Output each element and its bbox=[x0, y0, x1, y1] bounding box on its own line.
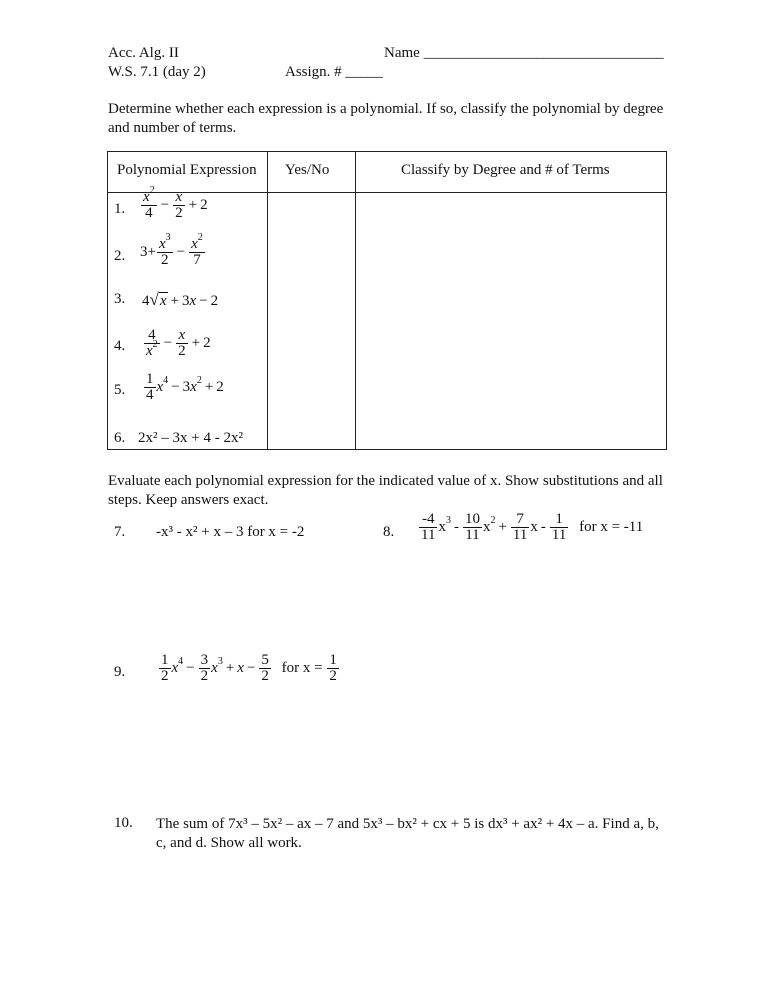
part2-instructions: Evaluate each polynomial expression for the indicated value of x. Show substitutions and all steps. Keep answers exact. bbox=[108, 473, 663, 508]
row-number-1: 1. bbox=[114, 201, 126, 217]
question-7-expression: -x³ - x² + x – 3 for x = -2 bbox=[156, 524, 305, 540]
worksheet-title: W.S. 7.1 (day 2) bbox=[108, 64, 206, 80]
question-9-value: for x = bbox=[281, 659, 323, 676]
assignment-field: Assign. # _____ bbox=[285, 64, 383, 80]
question-10-number: 10. bbox=[114, 815, 133, 831]
question-10-text: The sum of 7x³ – 5x² – ax – 7 and 5x³ – bx² + cx + 5 is dx³ + ax² + 4x – a. Find a, b, c, and d. Show all work. bbox=[156, 816, 659, 851]
row-number-2: 2. bbox=[114, 248, 126, 264]
row-number-6: 6. bbox=[114, 430, 126, 446]
name-field: Name ________________________________ bbox=[384, 45, 664, 61]
expression-2: 3+ $\frac{x^3}{2}$ − $\frac{x^2}{7}$ bbox=[140, 232, 203, 268]
question-8-value: for x = -11 bbox=[579, 518, 644, 535]
course-title: Acc. Alg. II bbox=[108, 45, 179, 61]
column-header-yesno: Yes/No bbox=[285, 162, 330, 178]
column-header-classify: Classify by Degree and # of Terms bbox=[401, 162, 610, 178]
column-header-expression: Polynomial Expression bbox=[117, 162, 257, 178]
part1-instructions: Determine whether each expression is a polynomial. If so, classify the polynomial by degree and number of terms. bbox=[108, 101, 664, 136]
row-number-4: 4. bbox=[114, 338, 126, 354]
expression-6: 2x² – 3x + 4 - 2x² bbox=[138, 430, 243, 446]
row-number-5: 5. bbox=[114, 382, 126, 398]
question-9-expression: $\frac{1}{2}$ $x^4$ − $\frac{3}{2}$ $x^3 + x$ − $\frac{5}{2}$ for x = $\frac{1}{2}$ bbox=[161, 652, 337, 684]
expression-3: 4√x + 3x − 2 bbox=[142, 290, 219, 309]
expression-1: $\frac{x^2}{4}$ − $\frac{x}{2}$ + 2 bbox=[143, 185, 208, 221]
question-8-number: 8. bbox=[383, 524, 395, 540]
question-9-number: 9. bbox=[114, 664, 126, 680]
row-number-3: 3. bbox=[114, 291, 126, 307]
question-7-number: 7. bbox=[114, 524, 126, 540]
expression-4: $\frac{4}{x^2}$ − $\frac{x}{2}$ + 2 bbox=[146, 327, 211, 359]
expression-5: $\frac{1}{4}$ $x^4 - 3x^2 + 2$ bbox=[146, 371, 224, 403]
question-8-expression: $\frac{-4}{11}$ $x^3$ - $\frac{10}{11}$ $x^2$ + $\frac{7}{11}$ x - $\frac{1}{11}$ for x = -11 bbox=[421, 511, 644, 543]
